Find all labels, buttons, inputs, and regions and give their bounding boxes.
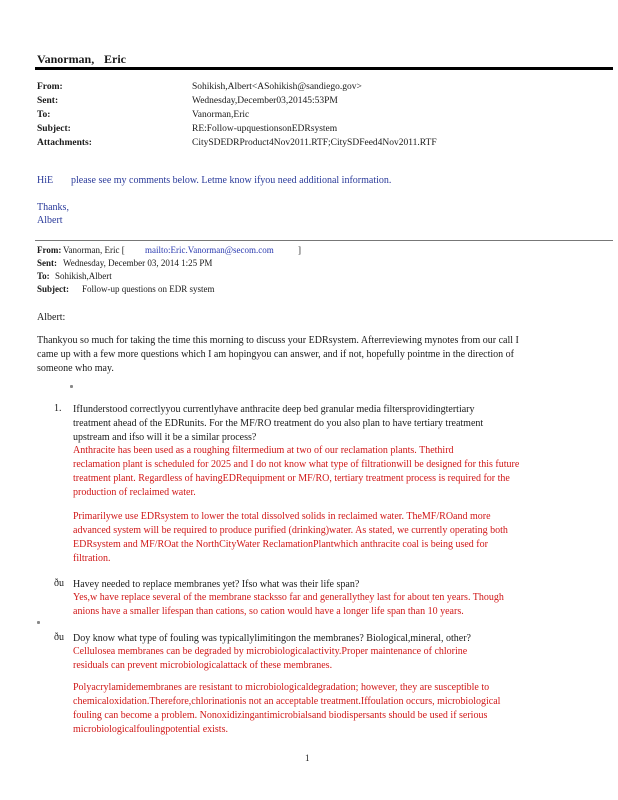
quoted-from-close: ] xyxy=(298,245,301,255)
answer-3a-line-1: Cellulosea membranes can be degraded by microbiologicalactivity.Proper maintenance of chlorine xyxy=(73,646,468,657)
question-1-marker: 1. xyxy=(54,403,62,414)
sent-value: Wednesday,December03,20145:53PM xyxy=(192,96,338,106)
from-value[interactable]: Sohikish,Albert<ASohikish@sandiego.gov> xyxy=(192,82,362,92)
header-last-name: Vanorman, xyxy=(37,52,95,66)
answer-1a-line-2: reclamation plant is scheduled for 2025 and I do not know what type of filtrationwill be designed for this future xyxy=(73,459,520,470)
reply-greeting: HiE xyxy=(37,175,54,186)
header-rule xyxy=(35,67,613,70)
question-2-marker: ðu xyxy=(54,578,64,589)
reply-thanks: Thanks, xyxy=(37,202,69,213)
subject-value: RE:Follow-upquestionsonEDRsystem xyxy=(192,124,338,134)
sent-label: Sent: xyxy=(37,96,59,106)
intro-line-2: came up with a few more questions which I am hopingyou can answer, and if not, hopefully pointme in the direction of xyxy=(37,349,514,360)
question-1-line-1: IfIunderstood correctlyyou currentlyhave anthracite deep bed granular media filtersprovidingtertiary xyxy=(73,404,475,415)
subject-label: Subject: xyxy=(37,124,71,134)
quoted-from-name: Vanorman, Eric [ xyxy=(63,245,125,255)
quoted-divider xyxy=(35,240,613,241)
page-number: 1 xyxy=(305,753,310,763)
to-label: To: xyxy=(37,110,51,120)
quoted-to-value: Sohikish,Albert xyxy=(55,271,112,281)
answer-1b-line-4: filtration. xyxy=(73,553,111,564)
quoted-to-label: To: xyxy=(37,271,50,281)
answer-3a-line-2: residuals can prevent microbiologicalattack of these membranes. xyxy=(73,660,333,671)
answer-1a-line-3: treatment plant. Regardless of havingEDRequipment or MF/RO, tertiary treatment process is required for the xyxy=(73,473,510,484)
question-2-line-1: Havey needed to replace membranes yet? Ifso what was their life span? xyxy=(73,579,360,590)
quoted-from-link[interactable]: mailto:Eric.Vanorman@secom.com xyxy=(145,245,274,255)
answer-1a-line-1: Anthracite has been used as a roughing filtermedium at two of our reclamation plants. Thethird xyxy=(73,445,454,456)
bullet-dot xyxy=(37,621,40,624)
intro-line-3: someone who may. xyxy=(37,363,114,374)
attachments-label: Attachments: xyxy=(37,138,92,148)
salutation: Albert: xyxy=(37,312,66,323)
answer-1b-line-3: EDRsystem and MF/ROat the NorthCityWater ReclamationPlantwhich anthracite coal is being used for xyxy=(73,539,488,550)
quoted-from-label: From: xyxy=(37,245,62,255)
answer-1b-line-1: Primarilywe use EDRsystem to lower the total dissolved solids in reclaimed water. TheMF/ROand more xyxy=(73,511,491,522)
answer-3b-line-4: microbiologicalfoulingpotential exists. xyxy=(73,724,228,735)
answer-1b-line-2: advanced system will be required to produce purified (drinking)water. As stated, we currently operating both xyxy=(73,525,508,536)
answer-3b-line-2: chemicaloxidation.Therefore,chlorinationis not an acceptable treatment.Iffoulation occurs, microbiological xyxy=(73,696,501,707)
intro-line-1: Thankyou so much for taking the time this morning to discuss your EDRsystem. Afterreviewing mynotes from our call I xyxy=(37,335,519,346)
attachments-value[interactable]: CitySDEDRProduct4Nov2011.RTF;CitySDFeed4Nov2011.RTF xyxy=(192,138,437,148)
reply-text: please see my comments below. Letme know ifyou need additional information. xyxy=(71,175,392,186)
to-value: Vanorman,Eric xyxy=(192,110,250,120)
question-3-line-1: Doy know what type of fouling was typicallylimitingon the membranes? Biological,mineral, other? xyxy=(73,633,471,644)
answer-3b-line-3: fouling can become a problem. Nonoxidizingantimicrobialsand biodispersants should be used if serious xyxy=(73,710,488,721)
answer-3b-line-1: Polyacrylamidemembranes are resistant to microbiologicaldegradation; however, they are susceptible to xyxy=(73,682,490,693)
header-first-name: Eric xyxy=(104,52,126,66)
quoted-subject-label: Subject: xyxy=(37,284,69,294)
quoted-sent-value: Wednesday, December 03, 2014 1:25 PM xyxy=(63,258,213,268)
quoted-subject-value: Follow-up questions on EDR system xyxy=(82,284,215,294)
from-label: From: xyxy=(37,82,63,92)
bullet-dot xyxy=(70,385,73,388)
question-1-line-3: upstream and ifso will it be a similar process? xyxy=(73,432,257,443)
question-1-line-2: treatment ahead of the EDRunits. For the MF/RO treatment do you also plan to have tertiary treatment xyxy=(73,418,484,429)
question-3-marker: ðu xyxy=(54,632,64,643)
answer-2-line-2: anions have a smaller lifespan than cations, so cation would have a longer life span than 10 years. xyxy=(73,606,464,617)
quoted-sent-label: Sent: xyxy=(37,258,57,268)
reply-signoff: Albert xyxy=(37,215,63,226)
answer-1a-line-4: production of reclaimed water. xyxy=(73,487,196,498)
answer-2-line-1: Yes,w have replace several of the membrane stacksso far and generallythey last for about ten years. Though xyxy=(73,592,504,603)
